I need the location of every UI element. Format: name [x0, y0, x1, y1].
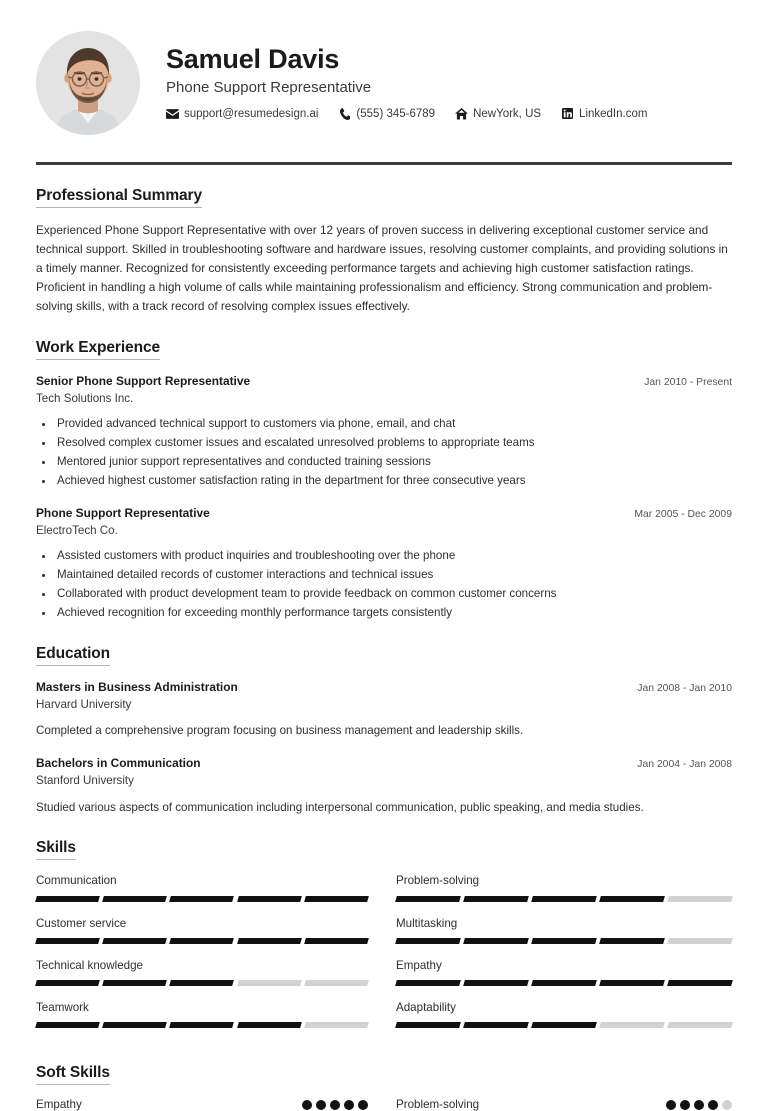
work-entry	[36, 505, 732, 623]
education-school: Harvard University	[36, 697, 132, 711]
contact-email[interactable]	[166, 108, 318, 120]
header-text	[166, 44, 732, 121]
work-bullet: • Provided advanced technical support to customers via phone, email, and chat	[55, 415, 732, 434]
section-education	[36, 645, 732, 818]
skill-bar-segment	[395, 1022, 461, 1028]
education-description: Completed a comprehensive program focusing on business management and leadership skills.	[36, 724, 524, 738]
section-heading-summary: Professional Summary	[36, 187, 202, 208]
soft-skill-item	[36, 1098, 368, 1111]
skill-bar-segment	[35, 980, 100, 986]
section-heading-soft-skills: Soft Skills	[36, 1064, 110, 1085]
skill-bar-segment	[667, 1022, 733, 1028]
education-description: Studied various aspects of communication including interpersonal communication, public speaking, and media studies.	[36, 800, 644, 814]
home-icon	[455, 108, 468, 120]
skill-item	[36, 1000, 368, 1028]
skill-bar-segment	[599, 1022, 665, 1028]
contact-location[interactable]	[455, 108, 541, 120]
skill-label: Technical knowledge	[36, 958, 143, 972]
contact-linkedin[interactable]	[561, 108, 647, 120]
summary-text: Experienced Phone Support Representative with over 12 years of proven success in delivering exceptional customer service and technical support. Skilled in troubleshooting software and hardware issues, resolving customer complaints, and providing solutions in a timely manner. Recognized for consistently exceeding performance targets and achieving high customer satisfaction ratings. Proficient in handling a high volume of calls while maintaining professionalism and efficiency. Strong communication and problem-solving skills, with a track record of resolving complex issues effectively.	[36, 223, 728, 314]
section-professional-summary	[36, 187, 732, 317]
skill-level-bar	[396, 938, 732, 944]
education-entry	[36, 755, 732, 817]
skill-bar-segment	[531, 980, 597, 986]
skill-bar-segment	[531, 938, 597, 944]
contact-email-label: support@resumedesign.ai	[184, 107, 319, 120]
rating-dot	[666, 1100, 676, 1110]
work-role: Senior Phone Support Representative	[36, 373, 251, 388]
section-heading-education: Education	[36, 645, 110, 666]
skill-item	[396, 873, 732, 901]
skill-bar-segment	[599, 896, 665, 902]
rating-dot	[722, 1100, 732, 1110]
skill-bar-segment	[102, 938, 167, 944]
rating-dot	[358, 1100, 368, 1110]
skill-label: Teamwork	[36, 1001, 89, 1015]
skill-bar-segment	[35, 938, 100, 944]
skill-bar-segment	[237, 980, 302, 986]
contact-list	[166, 108, 732, 120]
skill-bar-segment	[304, 896, 369, 902]
soft-skill-item	[396, 1098, 732, 1111]
skill-bar-segment	[170, 896, 235, 902]
skill-bar-segment	[102, 1022, 167, 1028]
rating-dot	[330, 1100, 340, 1110]
education-degree: Bachelors in Communication	[36, 756, 201, 771]
skill-label: Communication	[36, 874, 117, 888]
work-date: Mar 2005 - Dec 2009	[634, 508, 732, 520]
work-entry-head	[36, 373, 732, 390]
skill-bar-segment	[304, 938, 369, 944]
skill-bar-segment	[395, 980, 461, 986]
skill-level-bar	[396, 1022, 732, 1028]
skill-bar-segment	[531, 1022, 597, 1028]
work-bullet: • Maintained detailed records of customer interactions and technical issues	[55, 566, 732, 585]
header-divider	[36, 162, 732, 165]
skill-level-bar	[36, 1022, 368, 1028]
work-bullet: • Mentored junior support representatives and conducted training sessions	[55, 453, 732, 472]
contact-linkedin-label: LinkedIn.com	[579, 107, 648, 120]
education-date: Jan 2008 - Jan 2010	[637, 682, 732, 694]
skill-bar-segment	[170, 1022, 235, 1028]
skill-bar-segment	[304, 980, 369, 986]
skill-bar-segment	[395, 938, 461, 944]
skill-bar-segment	[102, 896, 167, 902]
education-date: Jan 2004 - Jan 2008	[637, 759, 732, 771]
work-org: Tech Solutions Inc.	[36, 391, 134, 405]
skill-bar-segment	[35, 1022, 100, 1028]
skill-level-bar	[36, 938, 368, 944]
skill-level-bar	[396, 896, 732, 902]
skill-bar-segment	[599, 938, 665, 944]
work-org: ElectroTech Co.	[36, 523, 118, 537]
skill-label: Problem-solving	[396, 874, 480, 888]
education-degree: Masters in Business Administration	[36, 679, 238, 694]
contact-phone[interactable]	[338, 108, 435, 120]
rating-dot	[708, 1100, 718, 1110]
education-school: Stanford University	[36, 774, 134, 788]
soft-skill-rating	[666, 1100, 732, 1110]
skill-item	[36, 916, 368, 944]
skill-bar-segment	[304, 1022, 369, 1028]
contact-phone-label: (555) 345-6789	[356, 107, 436, 120]
page-title: Samuel Davis	[166, 44, 340, 75]
section-work-experience	[36, 339, 732, 623]
section-skills	[36, 839, 732, 1042]
work-bullet: • Achieved highest customer satisfaction rating in the department for three consecutive years	[55, 472, 732, 491]
skill-bar-segment	[102, 980, 167, 986]
skill-label: Adaptability	[396, 1001, 456, 1015]
skill-label: Multitasking	[396, 916, 458, 930]
skill-label: Customer service	[36, 916, 127, 930]
rating-dot	[302, 1100, 312, 1110]
skill-item	[396, 958, 732, 986]
skill-bar-segment	[463, 1022, 529, 1028]
skill-bar-segment	[667, 980, 733, 986]
envelope-icon	[166, 108, 179, 120]
job-title: Phone Support Representative	[166, 78, 372, 96]
education-entry	[36, 679, 732, 741]
skill-bar-segment	[463, 938, 529, 944]
rating-dot	[680, 1100, 690, 1110]
skill-bar-segment	[667, 896, 733, 902]
work-date: Jan 2010 - Present	[644, 376, 732, 388]
phone-icon	[338, 108, 351, 120]
work-bullet: • Assisted customers with product inquiries and troubleshooting over the phone	[55, 547, 732, 566]
skill-bar-segment	[463, 896, 529, 902]
skills-grid	[36, 873, 732, 1042]
skill-item	[396, 916, 732, 944]
contact-location-label: NewYork, US	[473, 107, 542, 120]
education-entry-head	[36, 755, 732, 772]
work-bullet: • Achieved recognition for exceeding monthly performance targets consistently	[55, 604, 732, 623]
work-bullets	[36, 547, 732, 622]
section-heading-work: Work Experience	[36, 339, 160, 360]
skill-label: Empathy	[396, 958, 442, 972]
soft-skill-label: Empathy	[36, 1098, 82, 1111]
profile-photo-icon	[36, 31, 140, 135]
work-entry-head	[36, 505, 732, 522]
skill-bar-segment	[531, 896, 597, 902]
skill-item	[36, 958, 368, 986]
skill-bar-segment	[237, 896, 302, 902]
soft-skill-rating	[302, 1100, 368, 1110]
skill-bar-segment	[667, 938, 733, 944]
soft-skill-label: Problem-solving	[396, 1098, 480, 1111]
work-bullets	[36, 415, 732, 490]
skill-level-bar	[396, 980, 732, 986]
skill-bar-segment	[395, 896, 461, 902]
rating-dot	[694, 1100, 704, 1110]
section-heading-skills: Skills	[36, 839, 76, 860]
skill-bar-segment	[237, 938, 302, 944]
soft-skills-grid	[36, 1098, 732, 1111]
skill-item	[396, 1000, 732, 1028]
skill-item	[36, 873, 368, 901]
resume-header	[36, 0, 732, 135]
work-role: Phone Support Representative	[36, 505, 210, 520]
skill-bar-segment	[170, 938, 235, 944]
skill-bar-segment	[599, 980, 665, 986]
section-soft-skills	[36, 1064, 732, 1111]
skill-bar-segment	[463, 980, 529, 986]
skill-level-bar	[36, 980, 368, 986]
rating-dot	[344, 1100, 354, 1110]
skill-bar-segment	[35, 896, 100, 902]
skill-bar-segment	[237, 1022, 302, 1028]
work-bullet: • Collaborated with product development team to provide feedback on common customer concerns	[55, 585, 732, 604]
linkedin-icon	[561, 108, 574, 120]
education-entry-head	[36, 679, 732, 696]
work-bullet: • Resolved complex customer issues and escalated unresolved problems to appropriate teams	[55, 434, 732, 453]
work-entry	[36, 373, 732, 491]
skill-bar-segment	[170, 980, 235, 986]
rating-dot	[316, 1100, 326, 1110]
avatar	[36, 31, 140, 135]
skill-level-bar	[36, 896, 368, 902]
